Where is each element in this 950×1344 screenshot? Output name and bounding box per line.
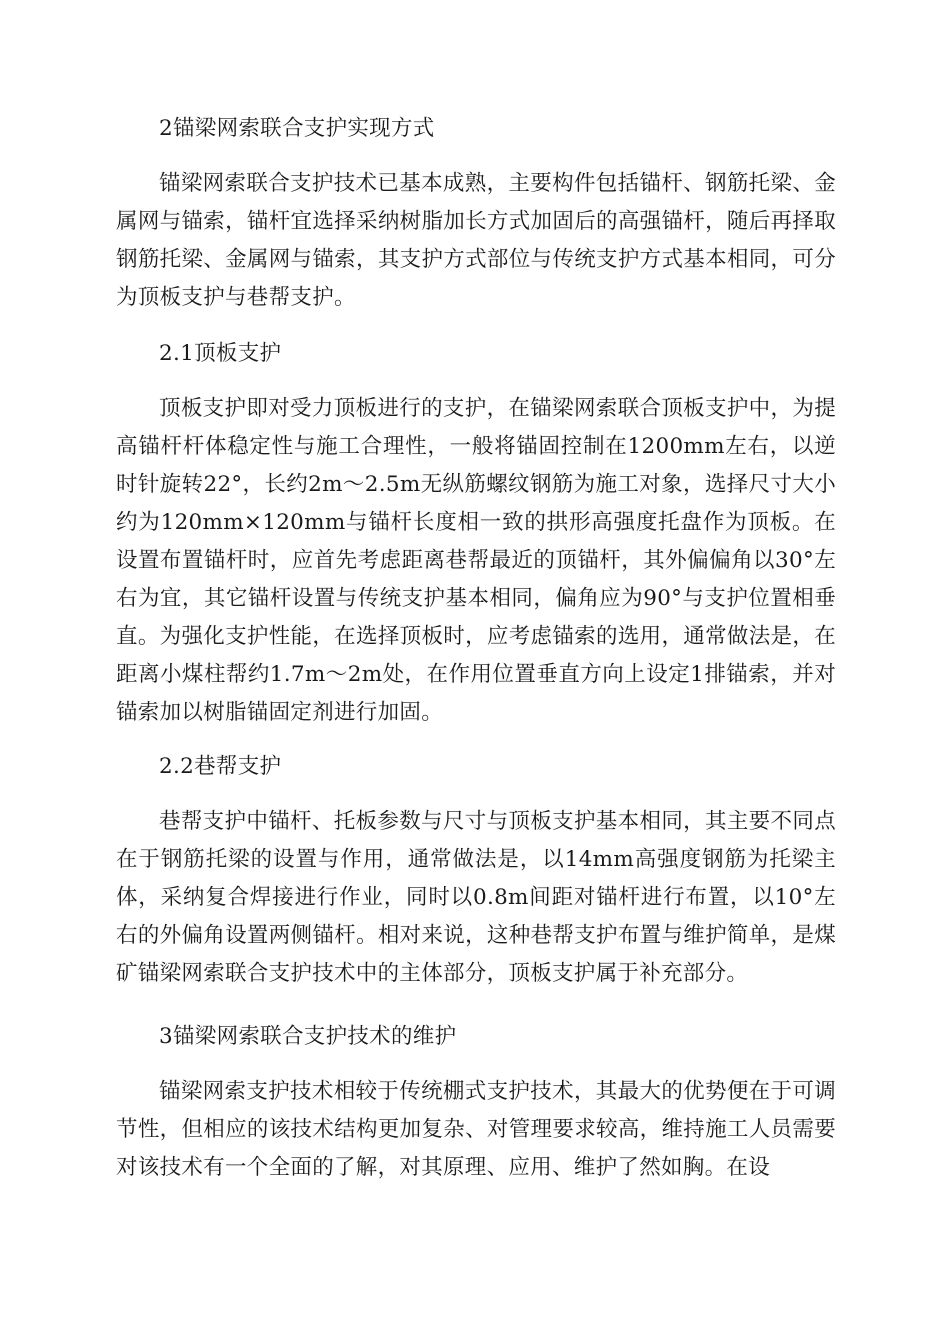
section-2-2-heading: 2.2巷帮支护 bbox=[159, 754, 282, 779]
section-3-heading: 3锚梁网索联合支护技术的维护 bbox=[159, 1024, 457, 1049]
section-2-1-heading: 2.1顶板支护 bbox=[159, 341, 282, 366]
section-2-1-paragraph: 顶板支护即对受力顶板进行的支护，在锚梁网索联合顶板支护中，为提高锚杆杆体稳定性与施工合理性，一般将锚固控制在1200mm左右，以逆时针旋转22°，长约2m～2.5m无纵筋螺纹钢筋为施工对象，选择尺寸大小约为120mm×120mm与锚杆长度相一致的拱形高强度托盘作为顶板。在设置布置锚杆时，应首先考虑距离巷帮最近的顶锚杆，其外偏偏角以30°左右为宜，其它锚杆设置与传统支护基本相同，偏角应为90°与支护位置相垂直。为强化支护性能，在选择顶板时，应考虑锚索的选用，通常做法是，在距离小煤柱帮约1.7m～2m处，在作用位置垂直方向上设定1排锚索，并对锚索加以树脂锚固定剂进行加固。 bbox=[116, 396, 836, 725]
section-2-2-paragraph: 巷帮支护中锚杆、托板参数与尺寸与顶板支护基本相同，其主要不同点在于钢筋托梁的设置与作用，通常做法是，以14mm高强度钢筋为托梁主体，采纳复合焊接进行作业，同时以0.8m间距对锚杆进行布置，以10°左右的外偏角设置两侧锚杆。相对来说，这种巷帮支护布置与维护简单，是煤矿锚梁网索联合支护技术中的主体部分，顶板支护属于补充部分。 bbox=[116, 809, 836, 986]
section-2-paragraph: 锚梁网索联合支护技术已基本成熟，主要构件包括锚杆、钢筋托梁、金属网与锚索，锚杆宜选择采纳树脂加长方式加固后的高强锚杆，随后再择取钢筋托梁、金属网与锚索，其支护方式部位与传统支护方式基本相同，可分为顶板支护与巷帮支护。 bbox=[116, 171, 836, 310]
section-3-paragraph: 锚梁网索支护技术相较于传统棚式支护技术，其最大的优势便在于可调节性，但相应的该技术结构更加复杂、对管理要求较高，维持施工人员需要对该技术有一个全面的了解，对其原理、应用、维护了然如胸。在设 bbox=[116, 1079, 836, 1180]
section-2-heading: 2锚梁网索联合支护实现方式 bbox=[159, 116, 435, 141]
